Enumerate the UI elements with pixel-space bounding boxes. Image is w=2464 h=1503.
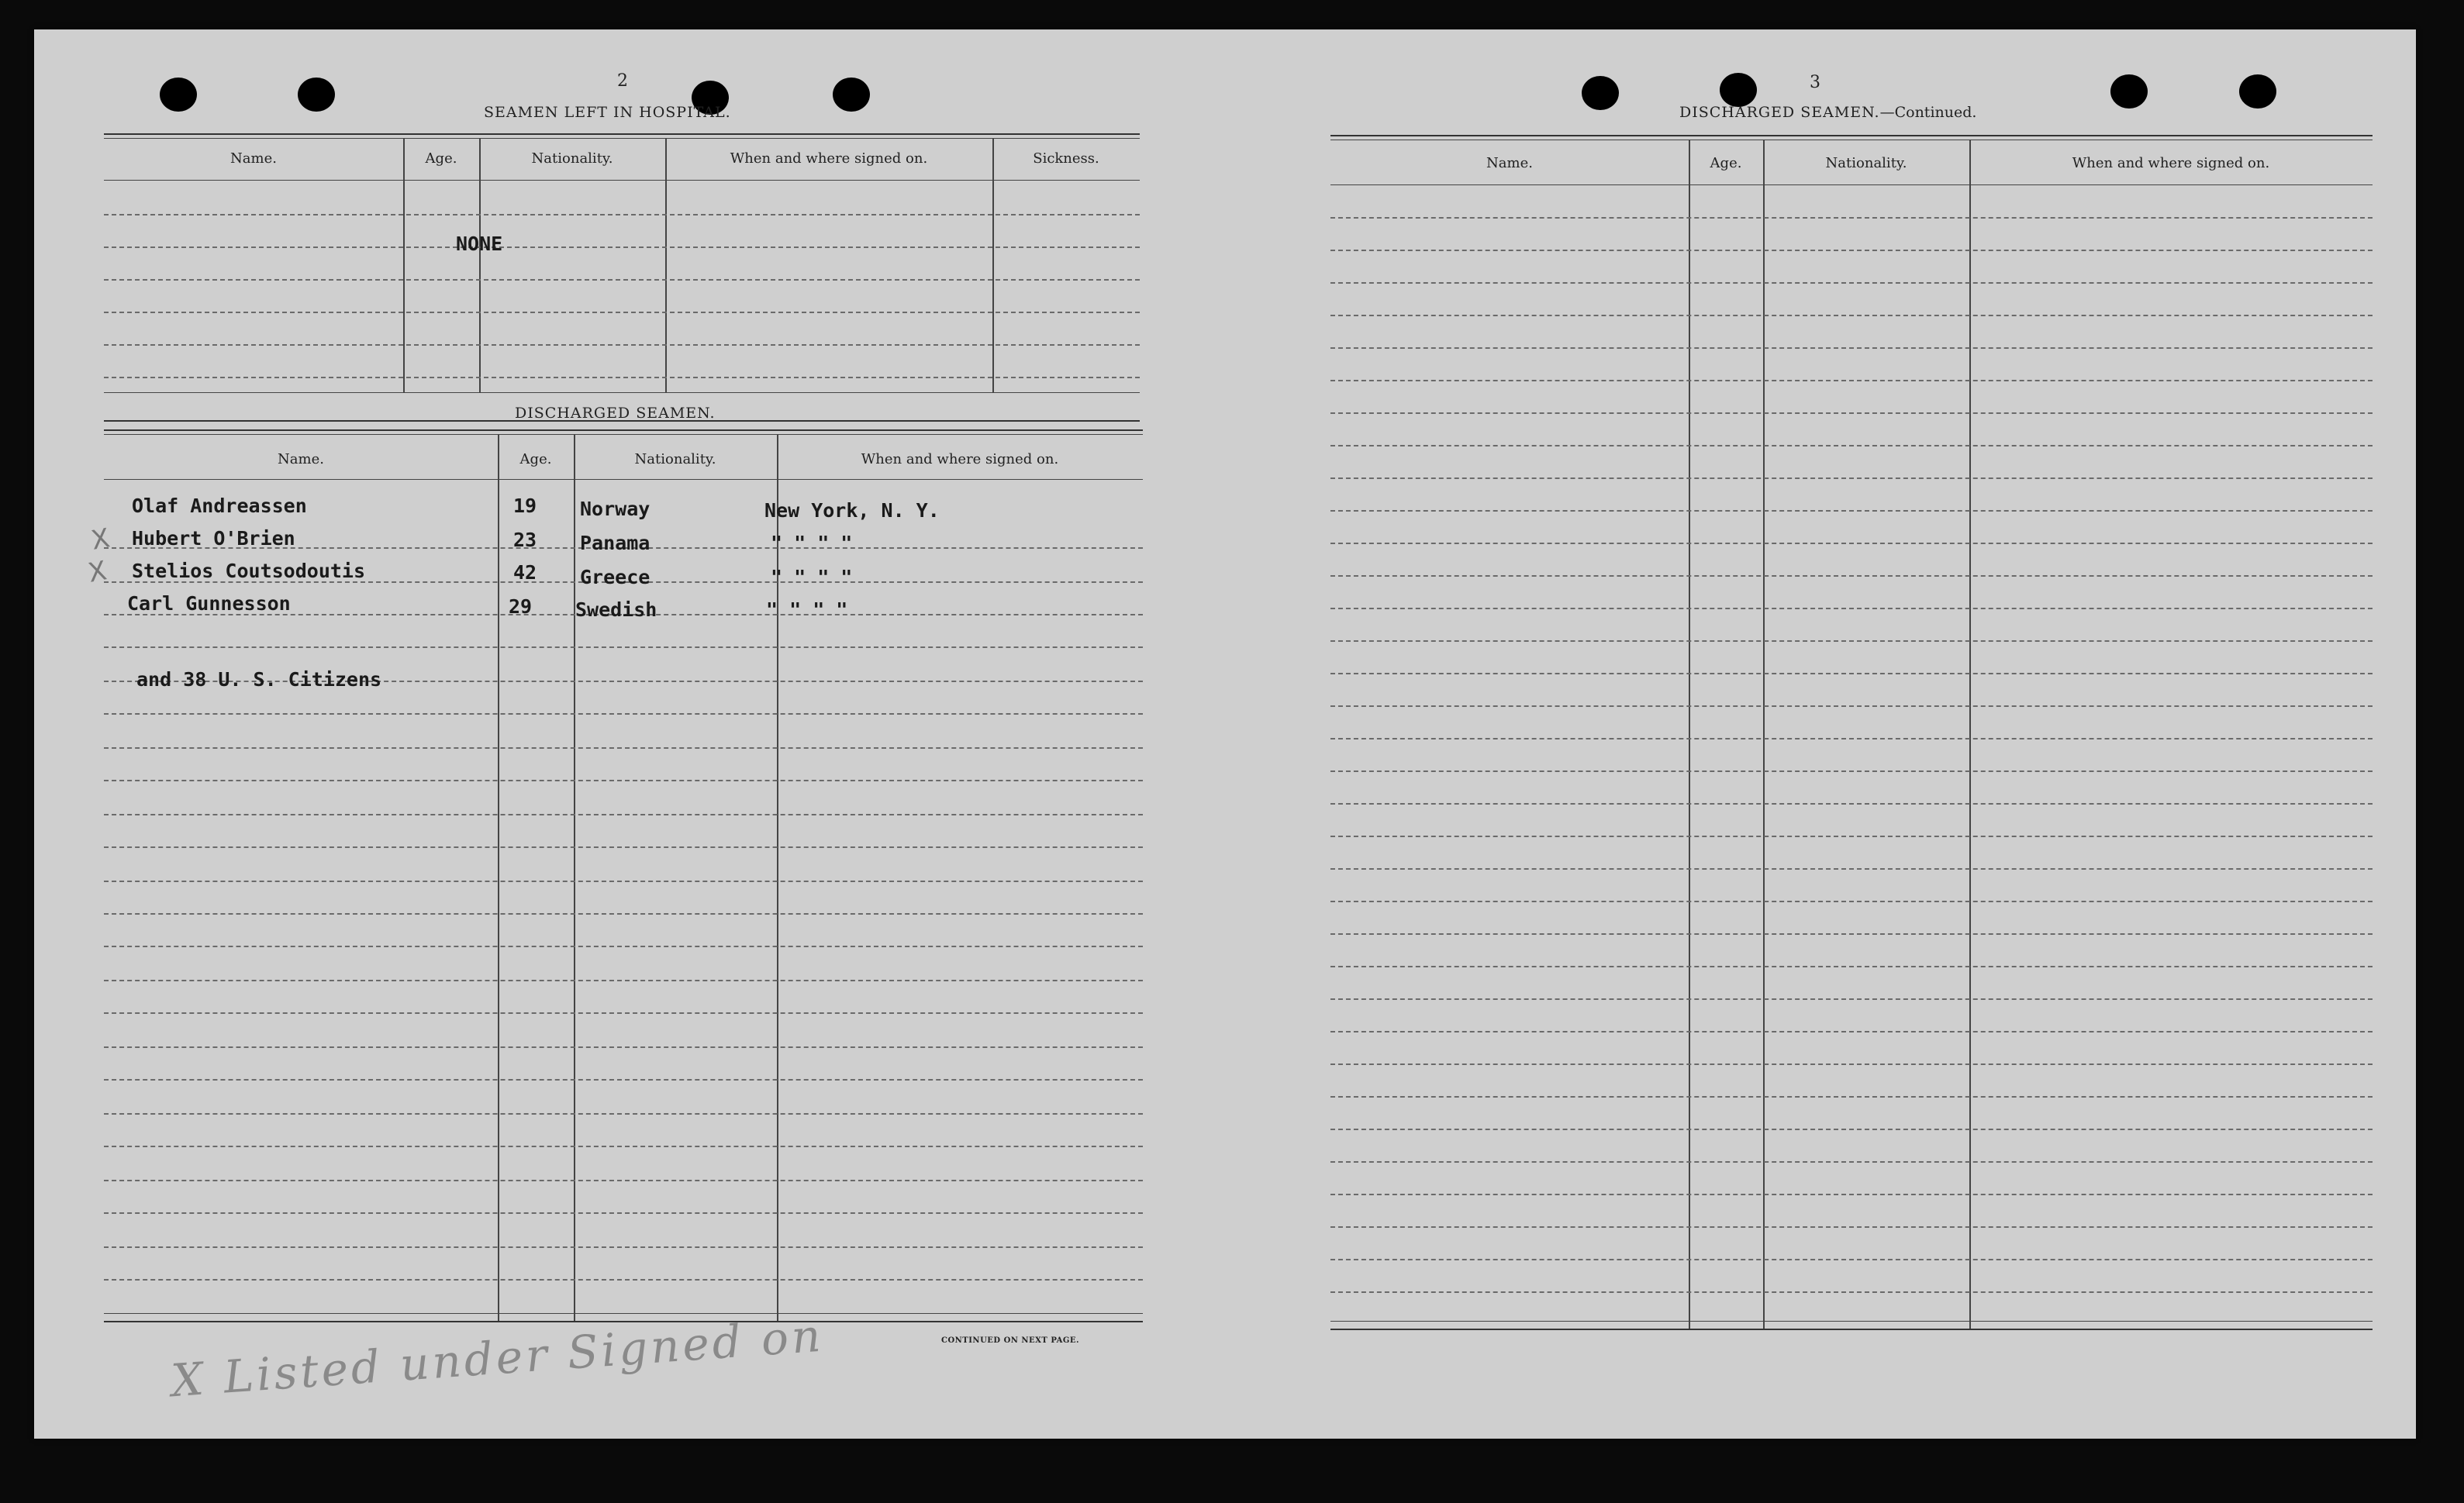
check-mark: X — [88, 522, 112, 557]
row-nationality: Swedish — [575, 598, 657, 621]
header-name: Name. — [1486, 155, 1533, 171]
citizens-note: and 38 U. S. Citizens — [136, 668, 382, 691]
header-age: Age. — [1710, 155, 1742, 171]
header-signed-on: When and where signed on. — [861, 451, 1059, 467]
punch-hole — [1582, 76, 1619, 110]
header-name: Name. — [230, 150, 277, 167]
header-age: Age. — [425, 150, 457, 167]
hospital-none-entry: NONE — [456, 233, 503, 255]
punch-hole — [160, 78, 197, 112]
row-signed-on: " " " " — [766, 598, 848, 621]
header-nationality: Nationality. — [1825, 155, 1907, 171]
discharged-section-title: DISCHARGED SEAMEN. — [515, 405, 716, 422]
hospital-section-title: SEAMEN LEFT IN HOSPITAL. — [484, 104, 731, 121]
row-age: 19 — [513, 495, 537, 517]
row-age: 29 — [509, 595, 533, 618]
punch-hole — [833, 78, 870, 112]
row-name: Carl Gunnesson — [127, 592, 291, 615]
punch-hole — [1720, 73, 1757, 107]
row-name: Stelios Coutsodoutis — [132, 560, 366, 582]
row-age: 42 — [513, 561, 537, 584]
row-name: Hubert O'Brien — [132, 527, 295, 550]
right-title-suffix: —Continued. — [1879, 104, 1977, 121]
hospital-table — [104, 133, 1140, 420]
punch-hole — [2110, 74, 2148, 109]
document-sheet — [34, 29, 2416, 1439]
header-age: Age. — [519, 451, 552, 467]
row-nationality: Norway — [580, 498, 651, 520]
header-signed-on: When and where signed on. — [2072, 155, 2270, 171]
page-number: 2 — [617, 71, 628, 91]
row-signed-on: " " " " — [771, 566, 853, 588]
header-nationality: Nationality. — [531, 150, 613, 167]
right-page — [1259, 29, 2416, 1439]
right-section-title — [1679, 104, 1976, 121]
punch-hole — [2239, 74, 2276, 109]
row-signed-on: " " " " — [771, 532, 853, 554]
row-name: Olaf Andreassen — [132, 495, 307, 517]
header-name: Name. — [278, 451, 324, 467]
check-mark: X — [85, 555, 109, 589]
continued-note: CONTINUED ON NEXT PAGE. — [941, 1336, 1080, 1345]
row-signed-on: New York, N. Y. — [764, 499, 940, 522]
handwritten-note: X Listed under Signed on — [169, 1308, 826, 1408]
right-title-text: DISCHARGED SEAMEN. — [1679, 104, 1880, 121]
row-nationality: Panama — [580, 532, 651, 554]
discharged-continued-table — [1330, 135, 2373, 1329]
page-number: 3 — [1810, 73, 1820, 92]
row-age: 23 — [513, 529, 537, 551]
header-signed-on: When and where signed on. — [730, 150, 928, 167]
left-page — [34, 29, 1259, 1439]
row-nationality: Greece — [580, 566, 651, 588]
header-nationality: Nationality. — [634, 451, 716, 467]
punch-hole — [298, 78, 335, 112]
header-sickness: Sickness. — [1033, 150, 1099, 167]
